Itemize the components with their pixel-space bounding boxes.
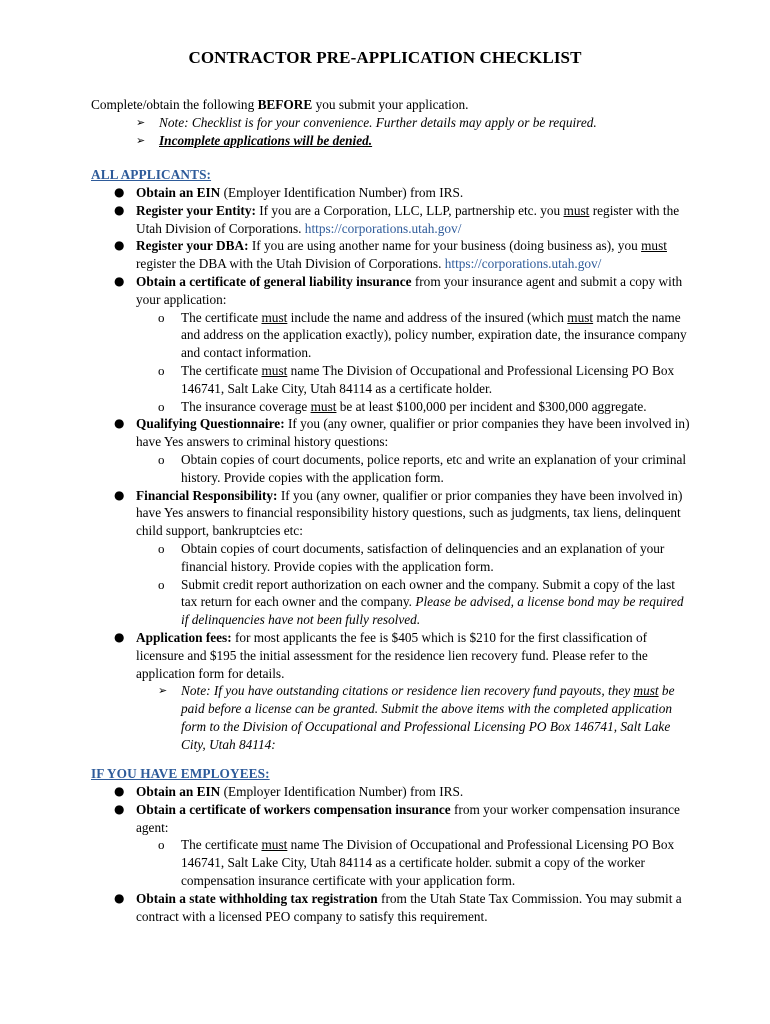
bullet-dot-icon: ●: [114, 273, 125, 288]
fees-note-text: Note: If you have outstanding citations or residence lien recovery fund payouts, they: [181, 683, 634, 699]
financial-text: If you (any owner, qualifier or prior companies they have been involved in) have Yes answers to financial responsibility history questions, such as judgments, tax liens, delinquent child support, bankruptcies etc:: [136, 487, 683, 539]
all-applicants-heading: ALL APPLICANTS:: [91, 167, 212, 182]
intro-note: Note: Checklist is for your convenience. Further details may apply or be required.: [159, 114, 597, 130]
intro-post: you submit your application.: [312, 97, 469, 112]
bullet-dot-icon: ●: [114, 416, 125, 431]
corporations-link[interactable]: https://corporations.utah.gov/: [444, 256, 602, 272]
employees-section: [91, 783, 691, 925]
must-text: must: [563, 202, 590, 218]
questionnaire-text: If you (any owner, qualifier or prior companies they have been involved in) have Yes answers to criminal history questions:: [136, 416, 690, 450]
list-item-entity: [91, 202, 691, 238]
must-text: must: [567, 309, 594, 325]
sub-text: name The Division of Occupational and Professional Licensing PO Box 146741, Salt Lake City, Utah 84114 as a certificate holder. submit a copy of the worker compensation insurance certificate with your application form.: [181, 837, 675, 888]
insurance-sublist: [136, 309, 691, 416]
license-bond-note: Please be advised, a license bond may be required if delinquencies have not been fully resolved.: [181, 594, 684, 628]
intro-line: [91, 96, 691, 114]
sub-item: [136, 362, 691, 398]
all-applicants-section: [91, 184, 691, 754]
bullet-dot-icon: ●: [114, 238, 125, 253]
bullet-dot-icon: ●: [114, 784, 125, 798]
sub-item: [136, 309, 691, 362]
insurance-text: from your insurance agent and submit a copy with your application:: [136, 273, 683, 307]
dba-label: Register your DBA:: [136, 238, 249, 254]
must-text: must: [641, 238, 667, 254]
dba-text-2: register the DBA with the Utah Division of Corporations.: [136, 256, 445, 272]
circle-bullet-icon: o: [158, 362, 165, 378]
sub-item: [136, 398, 691, 416]
arrow-bullet-icon: ➢: [136, 133, 146, 147]
entity-label: Register your Entity:: [136, 202, 256, 218]
list-item-emp-ein: [91, 783, 691, 801]
must-text: must: [261, 362, 288, 378]
intro-pre: Complete/obtain the following: [91, 97, 258, 112]
workers-comp-text: from your worker compensation insurance agent:: [136, 801, 680, 835]
fees-text: for most applicants the fee is $405 which is $210 for the first classification of licensure and $195 the initial assessment for the residence lien recovery fund. Please refer to the application form for details.: [136, 629, 648, 681]
circle-bullet-icon: o: [158, 398, 165, 414]
intro-denied-item: [91, 132, 691, 150]
sub-text: name The Division of Occupational and Professional Licensing PO Box 146741, Salt Lake City, Utah 84114 as a certificate holder.: [181, 362, 675, 396]
intro-section: [91, 96, 691, 149]
employees-list: [91, 783, 691, 925]
list-item-workers-comp: [91, 801, 691, 890]
sub-text: Obtain copies of court documents, satisfaction of delinquencies and an explanation of your financial history. Provide copies with the application form.: [181, 540, 665, 574]
must-text: must: [310, 398, 337, 414]
sub-item: [136, 540, 691, 576]
bullet-dot-icon: ●: [114, 202, 125, 217]
circle-bullet-icon: o: [158, 576, 165, 592]
must-text: must: [261, 837, 288, 853]
list-item-financial: [91, 487, 691, 629]
list-item-fees: [91, 629, 691, 754]
entity-text: If you are a Corporation, LLC, LLP, partnership etc. you: [255, 202, 564, 218]
dba-text: If you are using another name for your business (doing business as), you: [248, 238, 642, 254]
bullet-dot-icon: ●: [114, 801, 125, 816]
sub-text: Obtain copies of court documents, police reports, etc and write an explanation of your criminal history. Provide copies with the application form.: [181, 451, 687, 485]
workers-comp-label: Obtain a certificate of workers compensation insurance: [136, 801, 451, 817]
fees-notes: [136, 682, 691, 753]
fees-note-text: be paid before a license can be granted. Submit the above items with the completed application form to the Division of Occupational and Professional Licensing PO Box 146741, Salt Lake City, Utah 84114:: [181, 683, 675, 752]
list-item-ein: [91, 184, 691, 202]
bullet-dot-icon: ●: [114, 629, 125, 644]
arrow-bullet-icon: ➢: [136, 115, 146, 129]
insurance-label: Obtain a certificate of general liability insurance: [136, 273, 412, 289]
intro-denied: Incomplete applications will be denied.: [159, 132, 373, 148]
withholding-text: from the Utah State Tax Commission. You may submit a contract with a licensed PEO company to satisfy this requirement.: [136, 890, 682, 924]
sub-item: [136, 451, 691, 487]
sub-text: The insurance coverage: [181, 398, 311, 414]
list-item-insurance: [91, 273, 691, 415]
sub-item: [136, 576, 691, 629]
bullet-dot-icon: ●: [114, 487, 125, 502]
list-item-questionnaire: [91, 415, 691, 486]
sub-text: include the name and address of the insured (which: [287, 309, 568, 325]
fees-note-item: [136, 682, 691, 753]
intro-notes: [91, 114, 691, 150]
ein-text: (Employer Identification Number) from IRS.: [220, 185, 464, 200]
intro-note-item: [91, 114, 691, 132]
circle-bullet-icon: o: [158, 837, 165, 853]
circle-bullet-icon: o: [158, 540, 165, 556]
intro-before: BEFORE: [257, 97, 313, 112]
list-item-withholding: [91, 890, 691, 926]
sub-text: The certificate: [181, 362, 262, 378]
sub-text: be at least $100,000 per incident and $300,000 aggregate.: [336, 398, 647, 414]
page-title: CONTRACTOR PRE-APPLICATION CHECKLIST: [188, 48, 582, 67]
bullet-dot-icon: ●: [114, 890, 125, 905]
questionnaire-label: Qualifying Questionnaire:: [136, 416, 285, 432]
must-text: must: [261, 309, 288, 325]
workers-comp-sublist: [136, 836, 691, 889]
financial-label: Financial Responsibility:: [136, 487, 278, 503]
sub-text: The certificate: [181, 837, 262, 853]
sub-text: match the name and address on the application exactly), policy number, expiration date, the insurance company and contact information.: [181, 309, 687, 361]
must-text: must: [633, 683, 659, 699]
withholding-label: Obtain a state withholding tax registration: [136, 890, 378, 906]
sub-item: [136, 836, 691, 889]
sub-text: Submit credit report authorization on each owner and the company. Submit a copy of the last tax return for each owner and the company.: [181, 576, 675, 610]
circle-bullet-icon: o: [158, 451, 165, 467]
all-applicants-list: [91, 184, 691, 754]
arrow-bullet-icon: ➢: [158, 684, 168, 698]
employees-heading: IF YOU HAVE EMPLOYEES:: [91, 766, 270, 781]
questionnaire-sublist: [136, 451, 691, 487]
circle-bullet-icon: o: [158, 309, 165, 325]
sub-text: The certificate: [181, 309, 262, 325]
financial-sublist: [136, 540, 691, 629]
corporations-link[interactable]: https://corporations.utah.gov/: [304, 220, 462, 236]
ein-text: (Employer Identification Number) from IRS.: [220, 784, 464, 799]
ein-label: Obtain an EIN: [136, 784, 221, 799]
list-item-dba: [91, 237, 691, 273]
entity-text-2: register with the Utah Division of Corporations.: [136, 202, 680, 236]
bullet-dot-icon: ●: [114, 185, 125, 199]
fees-label: Application fees:: [136, 629, 232, 645]
ein-label: Obtain an EIN: [136, 185, 221, 200]
